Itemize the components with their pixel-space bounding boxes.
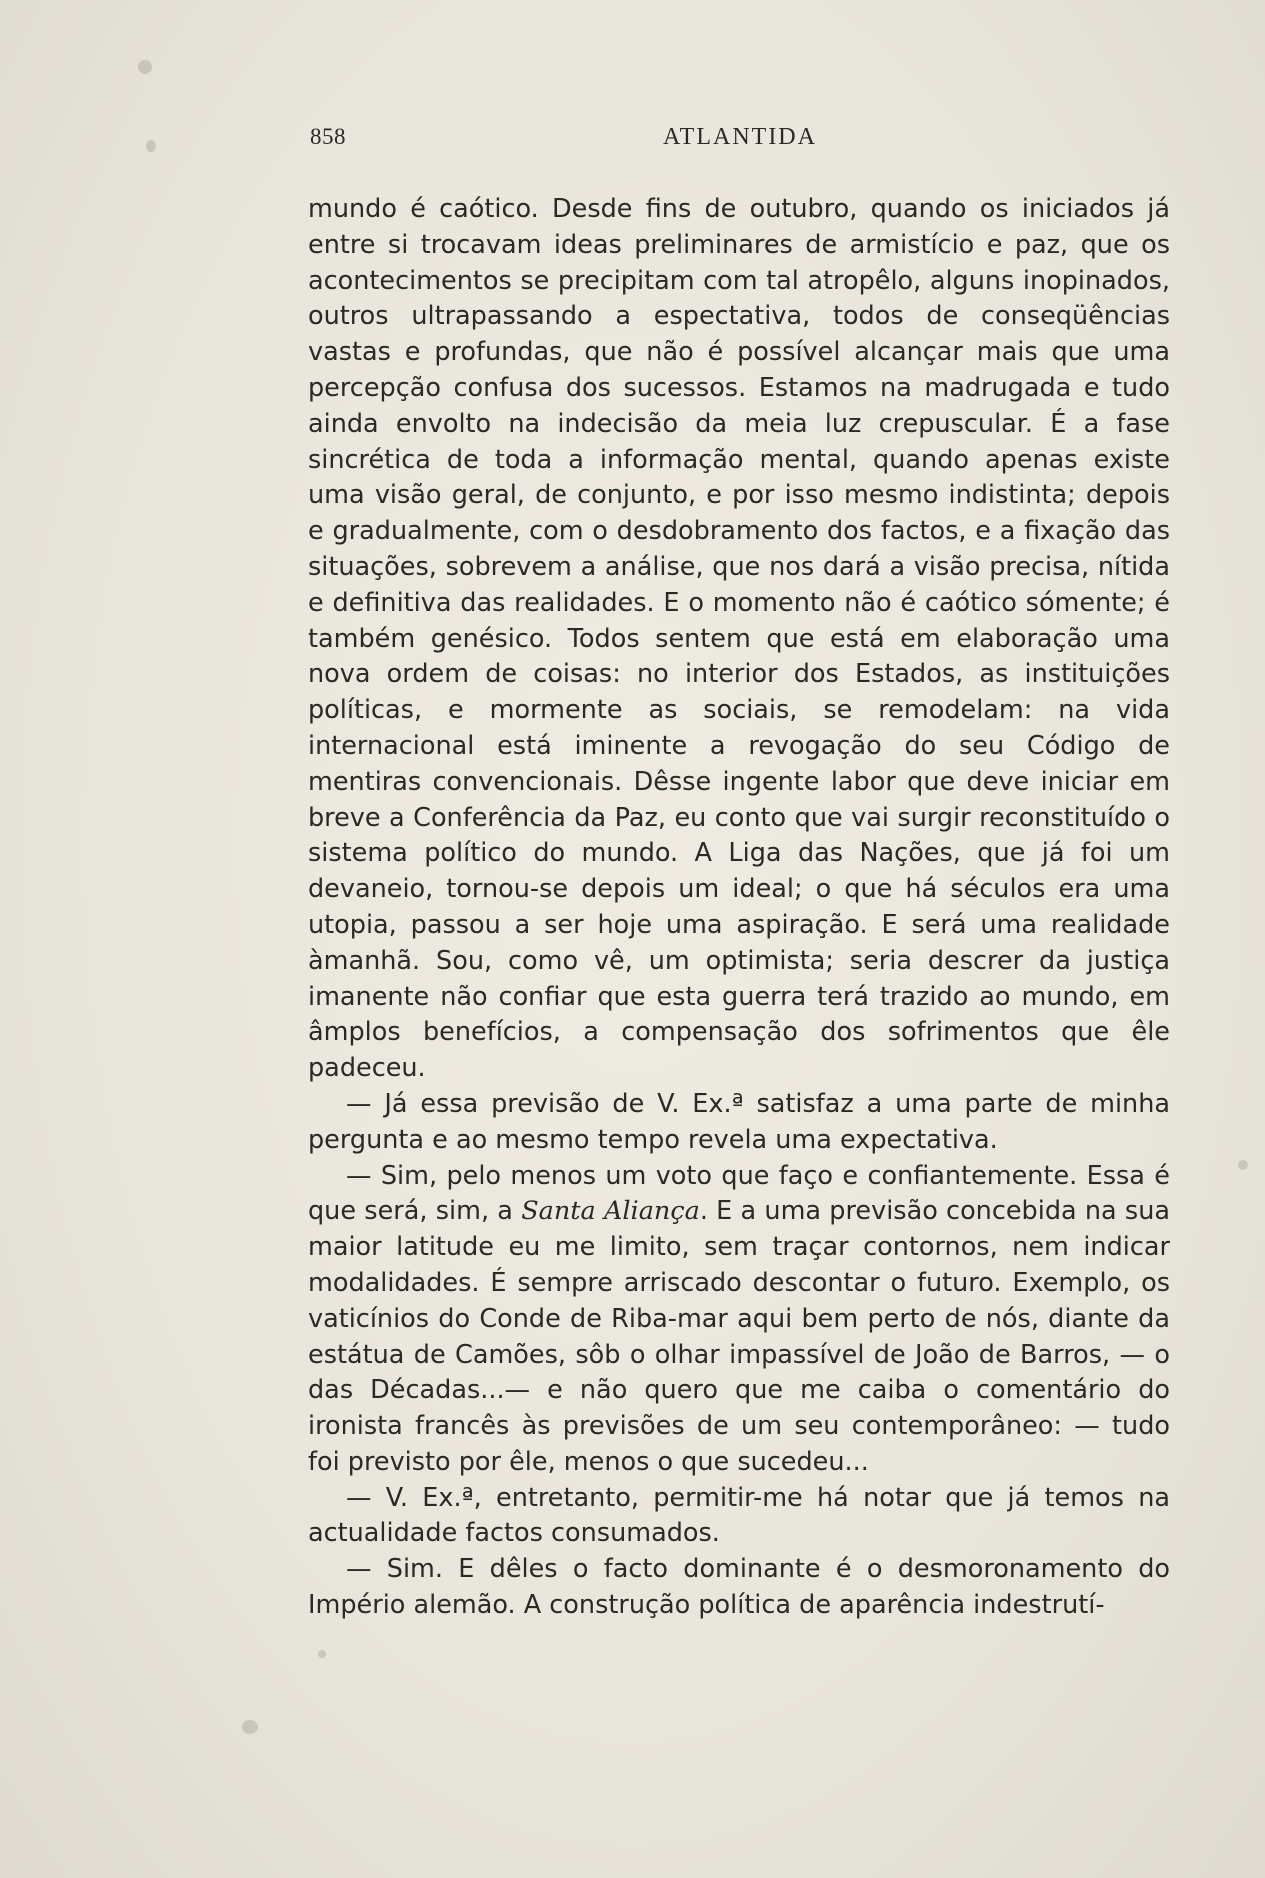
paragraph: — Já essa previsão de V. Ex.ª satisfaz a uma parte de minha pergunta e ao mesmo tempo revela uma expectativa. [308,1088,1170,1155]
paragraph-text: — Sim, pelo menos um voto que faço e confiantemente. Essa é que será, sim, a [308,1160,1170,1227]
paper-speck [242,1720,258,1734]
italic-text: Santa Aliança [521,1196,700,1227]
paragraph [308,1159,1170,1481]
body-text [308,192,1170,1624]
paper-speck [1238,1160,1248,1170]
paper-speck [318,1650,326,1658]
paragraph: mundo é caótico. Desde fins de outubro, quando os iniciados já entre si trocavam ideas preliminares de armistício e paz, que os acontecimentos se precipitam com tal atropêlo, alguns inopinados, outros ultrapassando a espectativa, todos de conseqüências vastas e profundas, que não é possível alcançar mais que uma percepção confusa dos sucessos. Estamos na madrugada e tudo ainda envolto na indecisão da meia luz crepuscular. É a fase sincrética de toda a informação mental, quando apenas existe uma visão geral, de conjunto, e por isso mesmo indistinta; depois e gradualmente, com o desdobramento dos factos, e a fixação das situações, sobrevem a análise, que nos dará a visão precisa, nítida e definitiva das realidades. E o momento não é caótico sómente; é também genésico. Todos sentem que está em elaboração uma nova ordem de coisas: no interior dos Estados, as instituições políticas, e mormente as sociais, se remodelam: na vida internacional está iminente a revogação do seu Código de mentiras convencionais. Dêsse ingente labor que deve iniciar em breve a Conferência da Paz, eu conto que vai surgir reconstituído o sistema político do mundo. A Liga das Nações, que já foi um devaneio, tornou-se depois um ideal; o que há séculos era uma utopia, passou a ser hoje uma aspiração. E será uma realidade àmanhã. Sou, como vê, um optimista; seria descrer da justiça imanente não confiar que esta guerra terá trazido ao mundo, em âmplos benefícios, a compensação dos sofrimentos que êle padeceu. [308,194,1170,1084]
paper-speck [146,140,156,152]
paragraph: — V. Ex.ª, entretanto, permitir-me há notar que já temos na actualidade factos consumados. [308,1482,1170,1549]
paper-speck [138,60,152,74]
paragraph-text: . E a uma previsão concebida na sua maior latitude eu me limito, sem traçar contornos, nem indicar modalidades. É sempre arriscado descontar o futuro. Exemplo, os vaticínios do Conde de Riba-mar aqui bem perto de nós, diante da estátua de Camões, sôb o olhar impassível de João de Barros, — o das Décadas...— e não quero que me caiba o comentário do ironista francês às previsões de um seu contemporâneo: — tudo foi previsto por êle, menos o que sucedeu... [308,1196,1170,1477]
paragraph: — Sim. E dêles o facto dominante é o desmoronamento do Império alemão. A construção política de aparência indestrutí- [308,1554,1170,1621]
running-head [310,124,1170,156]
page-number: 858 [310,124,346,149]
running-title: ATLANTIDA [663,124,817,150]
